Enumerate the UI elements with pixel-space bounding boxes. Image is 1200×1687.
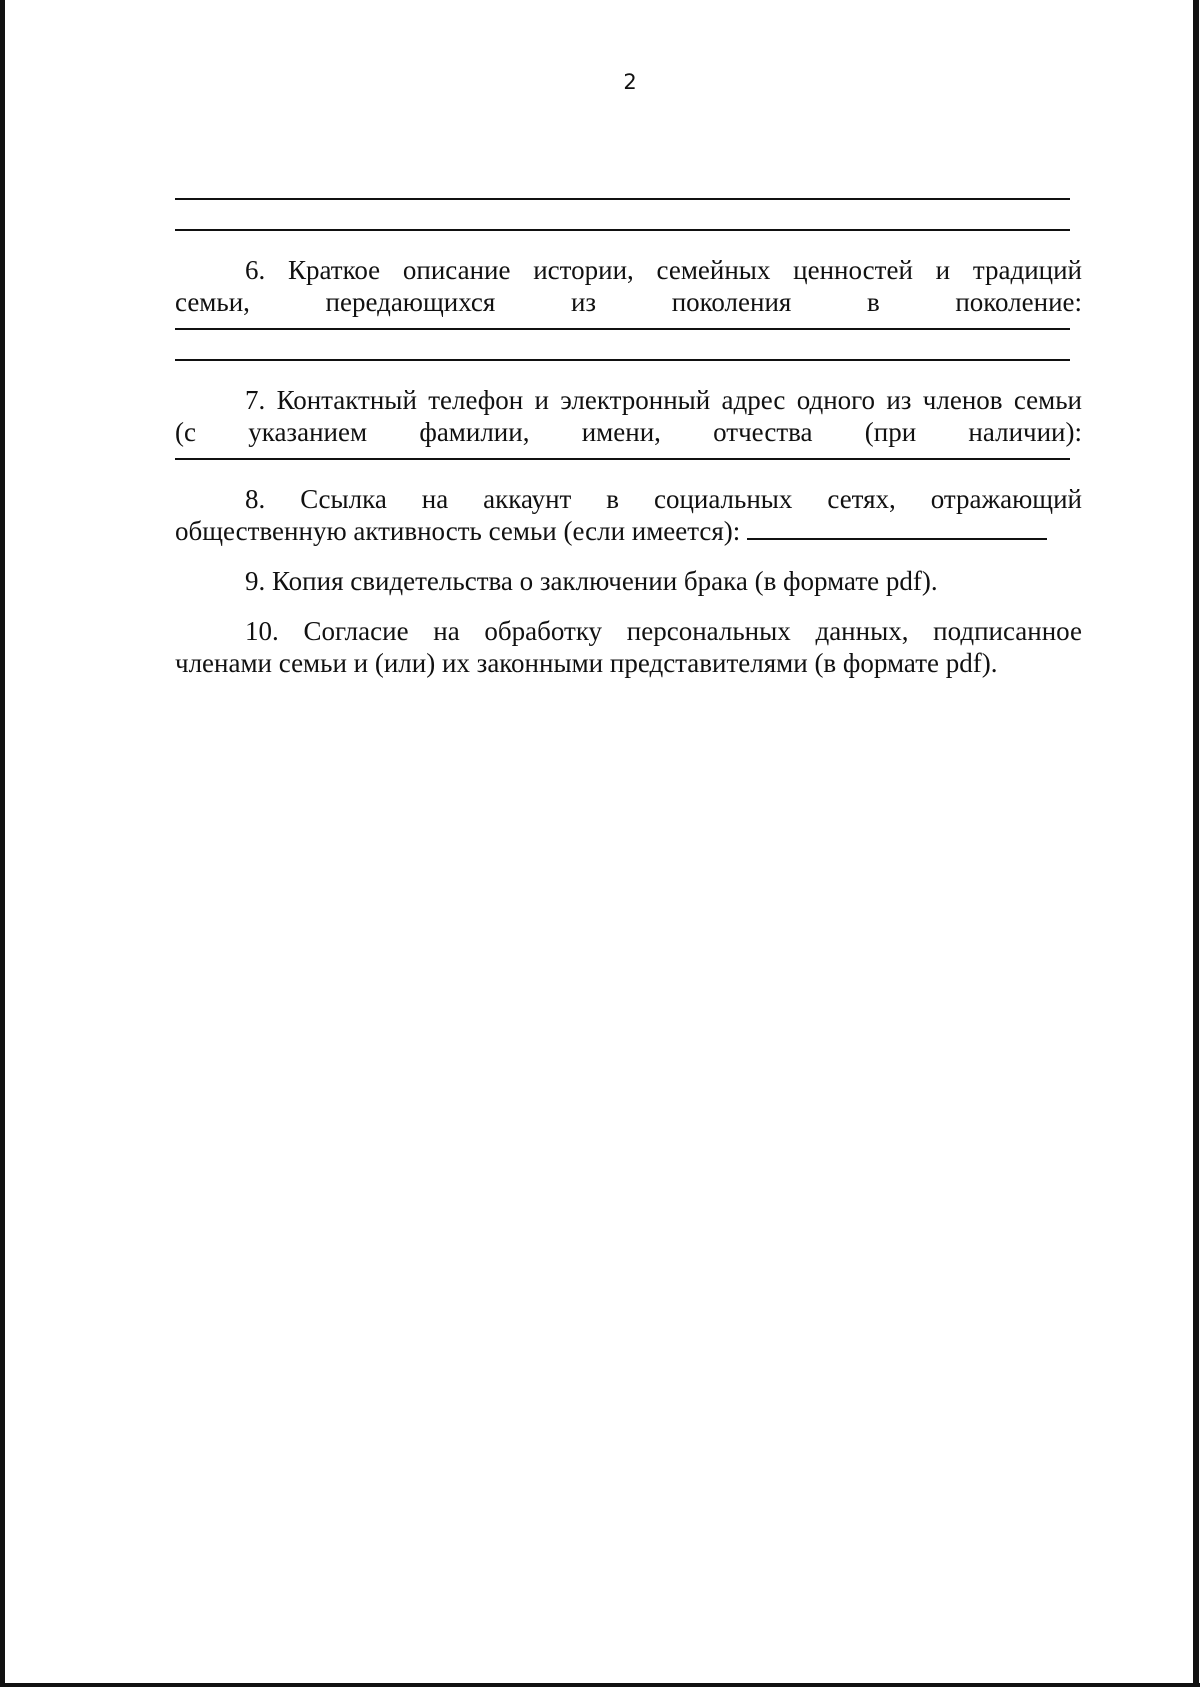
- item-10: [175, 615, 1082, 679]
- item-10-line-2: членами семьи и (или) их законными представителями (в формате pdf).: [175, 648, 998, 678]
- item-8-line-2: [175, 515, 1082, 547]
- blank-line: [175, 328, 1070, 330]
- social-link-blank: [747, 516, 1047, 540]
- item-6-line-1: 6. Краткое описание истории, семейных ценностей и традиций: [245, 255, 1082, 285]
- item-8: [175, 483, 1082, 547]
- blank-line: [175, 458, 1070, 460]
- scan-edge-bottom: [0, 1683, 1200, 1687]
- page-number: 2: [623, 70, 637, 94]
- item-10-line-1: 10. Согласие на обработку персональных данных, подписанное: [245, 616, 1082, 646]
- item-7: [175, 384, 1082, 448]
- item-7-line-1: 7. Контактный телефон и электронный адрес одного из членов семьи: [245, 385, 1082, 415]
- blank-line: [175, 359, 1070, 361]
- item-8-line-2-text: общественную активность семьи (если имеется):: [175, 516, 741, 546]
- blank-line: [175, 229, 1070, 231]
- scan-edge-left: [0, 0, 5, 1687]
- item-6: [175, 254, 1082, 318]
- item-9: 9. Копия свидетельства о заключении брака (в формате pdf).: [245, 566, 938, 596]
- item-6-line-2: семьи, передающихся из поколения в поколение:: [175, 287, 1082, 317]
- blank-line: [175, 198, 1070, 200]
- form-content: [175, 178, 1082, 679]
- item-8-line-1: 8. Ссылка на аккаунт в социальных сетях, отражающий: [245, 484, 1082, 514]
- scan-edge-right: [1193, 0, 1199, 1687]
- item-7-line-2: (с указанием фамилии, имени, отчества (при наличии):: [175, 417, 1082, 447]
